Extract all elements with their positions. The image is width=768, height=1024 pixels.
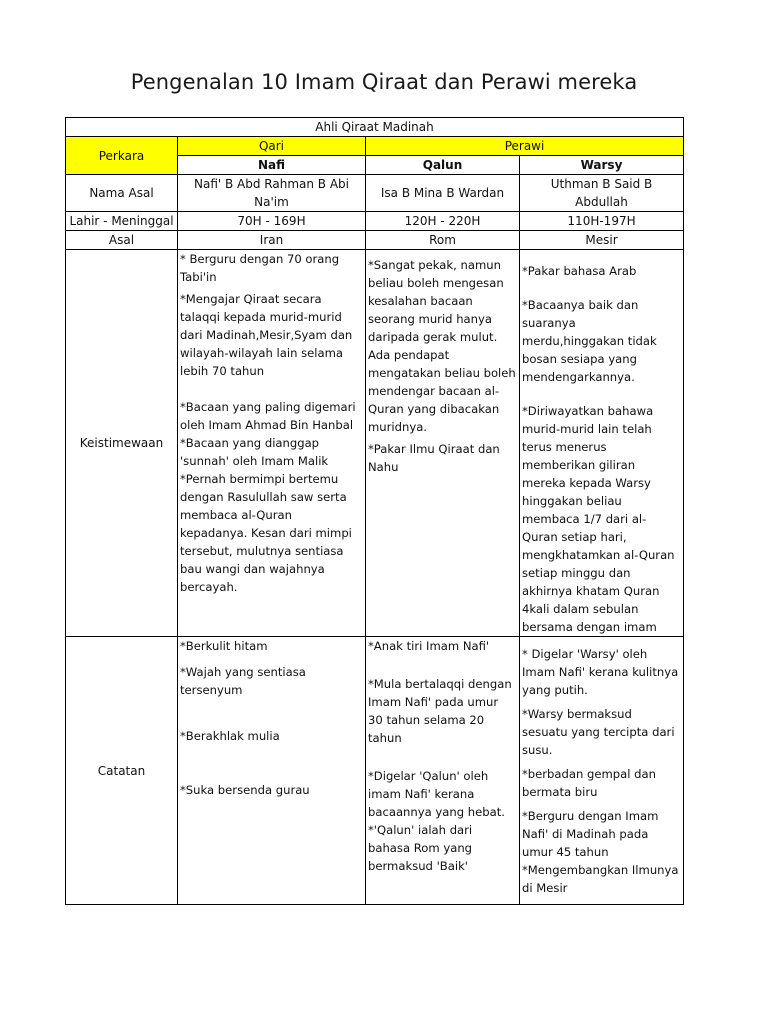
name-qalun: Qalun: [366, 156, 520, 175]
asal-warsy: Mesir: [520, 231, 684, 250]
nama-asal-warsy: Uthman B Said B Abdullah: [520, 175, 684, 212]
header-row-1: [66, 137, 684, 156]
list-item: *Sangat pekak, namun beliau boleh mengesan kesalahan bacaan seorang murid hanya daripada gerak mulut. Ada pendapat mengatakan beliau boleh mendengar bacaan al-Quran yang dibacakan muridnya.: [368, 258, 516, 434]
list-item: *Suka bersenda gurau: [180, 783, 310, 797]
list-item: *Mengajar Qiraat secara talaqqi kepada murid-murid dari Madinah,Mesir,Syam dan wilayah-wilayah lain selama lebih 70 tahun: [180, 292, 353, 378]
list-item: *Anak tiri Imam Nafi': [368, 639, 490, 653]
catatan-warsy: [520, 637, 684, 905]
list-item: *Berguru dengan Imam Nafi' di Madinah pada umur 45 tahun: [522, 809, 659, 859]
row-label: Nama Asal: [66, 175, 178, 212]
list-item: * Digelar 'Warsy' oleh Imam Nafi' kerana kulitnya yang putih.: [522, 647, 679, 697]
keistimewaan-row: [66, 250, 684, 637]
row-label: Keistimewaan: [66, 250, 178, 637]
perkara-header: Perkara: [66, 137, 178, 175]
list-item: *Pernah bermimpi bertemu dengan Rasulullah saw serta membaca al-Quran kepadanya. Kesan dari mimpi tersebut, mulutnya sentiasa bau wangi dan wajahnya bercayah.: [180, 472, 352, 594]
list-item: *Pakar bahasa Arab: [522, 264, 637, 278]
section-header-row: [66, 118, 684, 137]
list-item: *Digelar 'Qalun' oleh imam Nafi' kerana bacaannya yang hebat.: [368, 769, 505, 819]
catatan-nafi: [178, 637, 366, 905]
name-nafi: Nafi: [178, 156, 366, 175]
keistimewaan-nafi: [178, 250, 366, 637]
perawi-header: Perawi: [366, 137, 684, 156]
section-header: Ahli Qiraat Madinah: [66, 118, 684, 137]
asal-row: [66, 231, 684, 250]
nama-asal-qalun: Isa B Mina B Wardan: [366, 175, 520, 212]
catatan-qalun: [366, 637, 520, 905]
list-item: *Warsy bermaksud sesuatu yang tercipta dari susu.: [522, 707, 675, 757]
list-item: *Mula bertalaqqi dengan Imam Nafi' pada umur 30 tahun selama 20 tahun: [368, 677, 512, 745]
lahir-qalun: 120H - 220H: [366, 212, 520, 231]
row-label: Asal: [66, 231, 178, 250]
list-item: *Bacaanya baik dan suaranya merdu,hinggakan tidak bosan sesiapa yang mendengarkannya.: [522, 298, 657, 384]
qiraat-table: [65, 117, 684, 905]
list-item: *Bacaan yang paling digemari oleh Imam Ahmad Bin Hanbal: [180, 400, 356, 432]
catatan-row: [66, 637, 684, 905]
list-item: *Berakhlak mulia: [180, 729, 280, 743]
nama-asal-nafi: Nafi' B Abd Rahman B Abi Na'im: [178, 175, 366, 212]
list-item: *Berkulit hitam: [180, 639, 268, 653]
nama-asal-row: [66, 175, 684, 212]
list-item: *Wajah yang sentiasa tersenyum: [180, 665, 306, 697]
list-item: * Berguru dengan 70 orang Tabi'in: [180, 252, 340, 284]
row-label: Lahir - Meninggal: [66, 212, 178, 231]
page-title: Pengenalan 10 Imam Qiraat dan Perawi mereka: [130, 70, 638, 94]
name-warsy: Warsy: [520, 156, 684, 175]
list-item: *Diriwayatkan bahawa murid-murid lain telah terus menerus memberikan giliran mereka kepada Warsy hinggakan beliau membaca 1/7 dari al-Quran setiap hari, mengkhatamkan al-Quran setiap minggu dan akhirnya khatam Quran 4kali dalam sebulan bersama dengan imam: [522, 404, 675, 634]
list-item: *Pakar Ilmu Qiraat dan Nahu: [368, 442, 500, 474]
asal-nafi: Iran: [178, 231, 366, 250]
list-item: *'Qalun' ialah dari bahasa Rom yang bermaksud 'Baik': [368, 823, 473, 873]
lahir-nafi: 70H - 169H: [178, 212, 366, 231]
lahir-row: [66, 212, 684, 231]
list-item: *berbadan gempal dan bermata biru: [522, 767, 656, 799]
list-item: *Mengembangkan Ilmunya di Mesir: [522, 863, 679, 895]
list-item: *Bacaan yang dianggap 'sunnah' oleh Imam Malik: [180, 436, 329, 468]
asal-qalun: Rom: [366, 231, 520, 250]
keistimewaan-qalun: [366, 250, 520, 637]
keistimewaan-warsy: [520, 250, 684, 637]
row-label: Catatan: [66, 637, 178, 905]
qari-header: Qari: [178, 137, 366, 156]
lahir-warsy: 110H-197H: [520, 212, 684, 231]
